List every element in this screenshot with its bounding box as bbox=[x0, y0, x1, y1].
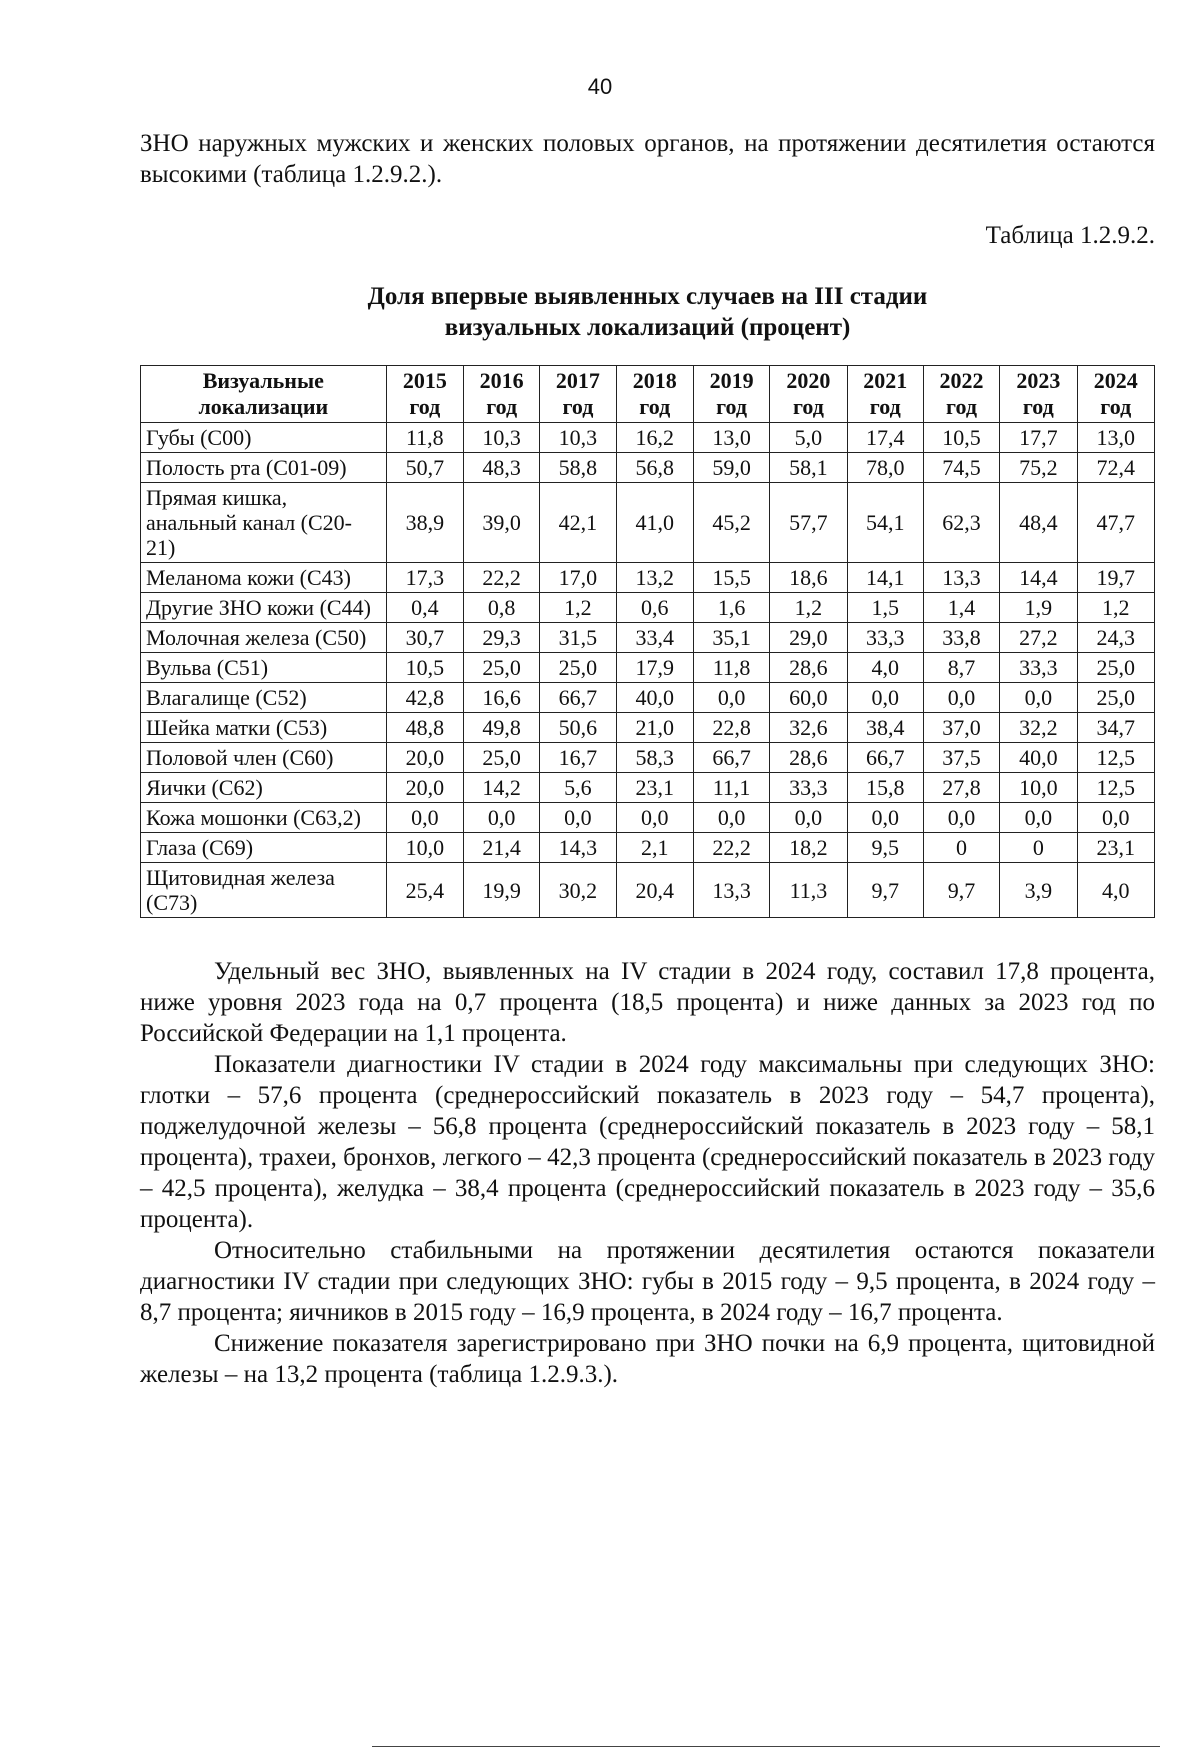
row-value: 42,1 bbox=[540, 483, 616, 563]
row-value: 22,2 bbox=[693, 833, 769, 863]
row-value: 1,2 bbox=[770, 593, 847, 623]
header-year-number: 2018 bbox=[632, 368, 677, 393]
table-row bbox=[141, 563, 1155, 593]
row-value: 38,4 bbox=[847, 713, 923, 743]
row-value: 54,1 bbox=[847, 483, 923, 563]
row-value: 19,9 bbox=[464, 863, 540, 918]
table-row bbox=[141, 833, 1155, 863]
row-value: 14,3 bbox=[540, 833, 616, 863]
header-year-2021 bbox=[847, 366, 923, 423]
row-value: 30,7 bbox=[386, 623, 463, 653]
row-localization: Меланома кожи (С43) bbox=[141, 563, 387, 593]
row-value: 16,6 bbox=[464, 683, 540, 713]
row-value: 78,0 bbox=[847, 453, 923, 483]
row-localization: Шейка матки (С53) bbox=[141, 713, 387, 743]
intro-paragraph: ЗНО наружных мужских и женских половых органов, на протяжении десятилетия остаются высокими (таблица 1.2.9.2.). bbox=[140, 130, 1155, 188]
header-year-number: 2023 bbox=[1016, 368, 1061, 393]
row-value: 1,6 bbox=[693, 593, 769, 623]
row-value: 1,4 bbox=[923, 593, 999, 623]
row-value: 33,8 bbox=[923, 623, 999, 653]
row-value: 0,0 bbox=[616, 803, 693, 833]
row-value: 13,2 bbox=[616, 563, 693, 593]
row-value: 10,3 bbox=[540, 423, 616, 453]
header-year-suffix: год bbox=[946, 394, 977, 419]
row-value: 13,3 bbox=[693, 863, 769, 918]
row-value: 33,3 bbox=[1000, 653, 1077, 683]
header-year-suffix: год bbox=[486, 394, 518, 419]
row-value: 28,6 bbox=[770, 743, 847, 773]
row-value: 0,4 bbox=[386, 593, 463, 623]
row-localization: Прямая кишка, анальный канал (С20-21) bbox=[141, 483, 387, 563]
row-localization: Полость рта (С01-09) bbox=[141, 453, 387, 483]
row-value: 29,0 bbox=[770, 623, 847, 653]
row-value: 14,2 bbox=[464, 773, 540, 803]
row-value: 1,5 bbox=[847, 593, 923, 623]
row-value: 42,8 bbox=[386, 683, 463, 713]
row-value: 1,9 bbox=[1000, 593, 1077, 623]
header-year-2017 bbox=[540, 366, 616, 423]
header-year-number: 2021 bbox=[863, 368, 908, 393]
header-year-suffix: год bbox=[562, 394, 594, 419]
row-value: 11,8 bbox=[386, 423, 463, 453]
header-year-suffix: год bbox=[1100, 394, 1132, 419]
row-value: 17,7 bbox=[1000, 423, 1077, 453]
row-value: 25,0 bbox=[540, 653, 616, 683]
header-year-suffix: год bbox=[639, 394, 671, 419]
row-value: 10,3 bbox=[464, 423, 540, 453]
row-value: 11,1 bbox=[693, 773, 769, 803]
row-value: 58,8 bbox=[540, 453, 616, 483]
row-localization: Вульва (С51) bbox=[141, 653, 387, 683]
paragraph-stage-four-share: Удельный вес ЗНО, выявленных на IV стадии в 2024 году, составил 17,8 процента, ниже уровня 2023 года на 0,7 процента (18,5 процента) и ниже данных за 2023 год по Российской Федерации на 1,1 процента. bbox=[140, 958, 1155, 1047]
table-body bbox=[141, 423, 1155, 918]
header-localization bbox=[141, 366, 387, 423]
row-value: 33,3 bbox=[770, 773, 847, 803]
row-value: 0,0 bbox=[847, 683, 923, 713]
row-value: 17,4 bbox=[847, 423, 923, 453]
row-localization: Половой член (С60) bbox=[141, 743, 387, 773]
row-value: 1,2 bbox=[540, 593, 616, 623]
table-row bbox=[141, 483, 1155, 563]
table-row bbox=[141, 743, 1155, 773]
row-value: 59,0 bbox=[693, 453, 769, 483]
row-value: 9,5 bbox=[847, 833, 923, 863]
row-value: 10,0 bbox=[1000, 773, 1077, 803]
row-value: 17,0 bbox=[540, 563, 616, 593]
header-year-2024 bbox=[1077, 366, 1154, 423]
table-title-line-2: визуальных локализаций (процент) bbox=[444, 314, 851, 341]
paragraph-decrease: Снижение показателя зарегистрировано при ЗНО почки на 6,9 процента, щитовидной железы – на 13,2 процента (таблица 1.2.9.3.). bbox=[140, 1330, 1155, 1388]
row-value: 39,0 bbox=[464, 483, 540, 563]
paragraph-stable-indicators: Относительно стабильными на протяжении десятилетия остаются показатели диагностики IV стадии при следующих ЗНО: губы в 2015 году – 9,5 процента, в 2024 году – 8,7 процента; яичников в 2015 году – 16,9 процента, в 2024 году – 16,7 процента. bbox=[140, 1237, 1155, 1326]
row-value: 21,0 bbox=[616, 713, 693, 743]
row-value: 60,0 bbox=[770, 683, 847, 713]
header-year-number: 2020 bbox=[786, 368, 831, 393]
row-value: 49,8 bbox=[464, 713, 540, 743]
header-year-2016 bbox=[464, 366, 540, 423]
table-row bbox=[141, 453, 1155, 483]
row-value: 9,7 bbox=[847, 863, 923, 918]
table-row bbox=[141, 593, 1155, 623]
row-value: 25,0 bbox=[1077, 683, 1154, 713]
table-row bbox=[141, 623, 1155, 653]
row-value: 8,7 bbox=[923, 653, 999, 683]
row-value: 14,1 bbox=[847, 563, 923, 593]
row-value: 11,3 bbox=[770, 863, 847, 918]
row-value: 72,4 bbox=[1077, 453, 1154, 483]
header-year-number: 2019 bbox=[709, 368, 754, 393]
row-localization: Щитовидная железа (С73) bbox=[141, 863, 387, 918]
row-value: 40,0 bbox=[616, 683, 693, 713]
row-localization: Кожа мошонки (С63,2) bbox=[141, 803, 387, 833]
row-value: 0,0 bbox=[464, 803, 540, 833]
body-text bbox=[140, 956, 1155, 1390]
header-year-number: 2022 bbox=[939, 368, 984, 393]
header-year-2015 bbox=[386, 366, 463, 423]
table-row bbox=[141, 683, 1155, 713]
row-value: 0,0 bbox=[386, 803, 463, 833]
row-value: 35,1 bbox=[693, 623, 769, 653]
page-content bbox=[140, 128, 1155, 1390]
table-row bbox=[141, 653, 1155, 683]
row-value: 15,8 bbox=[847, 773, 923, 803]
row-value: 30,2 bbox=[540, 863, 616, 918]
row-value: 29,3 bbox=[464, 623, 540, 653]
header-year-2018 bbox=[616, 366, 693, 423]
row-value: 0,0 bbox=[923, 803, 999, 833]
row-value: 10,5 bbox=[923, 423, 999, 453]
table-row bbox=[141, 773, 1155, 803]
row-value: 10,0 bbox=[386, 833, 463, 863]
row-value: 62,3 bbox=[923, 483, 999, 563]
row-value: 37,5 bbox=[923, 743, 999, 773]
row-value: 33,4 bbox=[616, 623, 693, 653]
header-year-number: 2024 bbox=[1093, 368, 1138, 393]
row-value: 5,6 bbox=[540, 773, 616, 803]
row-value: 24,3 bbox=[1077, 623, 1154, 653]
row-value: 32,2 bbox=[1000, 713, 1077, 743]
row-localization: Глаза (С69) bbox=[141, 833, 387, 863]
table-row bbox=[141, 423, 1155, 453]
header-year-number: 2015 bbox=[402, 368, 447, 393]
row-value: 13,0 bbox=[1077, 423, 1154, 453]
header-year-suffix: год bbox=[409, 394, 441, 419]
row-value: 12,5 bbox=[1077, 773, 1154, 803]
row-value: 22,2 bbox=[464, 563, 540, 593]
row-value: 25,4 bbox=[386, 863, 463, 918]
row-value: 13,3 bbox=[923, 563, 999, 593]
row-value: 0,0 bbox=[923, 683, 999, 713]
page-number: 40 bbox=[587, 74, 613, 99]
row-value: 13,0 bbox=[693, 423, 769, 453]
header-localization-line-1: Визуальные bbox=[202, 368, 324, 393]
row-value: 40,0 bbox=[1000, 743, 1077, 773]
table-row bbox=[141, 863, 1155, 918]
header-year-number: 2017 bbox=[555, 368, 600, 393]
row-value: 17,3 bbox=[386, 563, 463, 593]
row-value: 10,5 bbox=[386, 653, 463, 683]
header-year-suffix: год bbox=[869, 394, 901, 419]
row-value: 27,8 bbox=[923, 773, 999, 803]
table-caption: Таблица 1.2.9.2. bbox=[985, 222, 1155, 249]
table-title-line-1: Доля впервые выявленных случаев на III стадии bbox=[367, 283, 928, 310]
row-value: 75,2 bbox=[1000, 453, 1077, 483]
row-localization: Яички (С62) bbox=[141, 773, 387, 803]
row-value: 34,7 bbox=[1077, 713, 1154, 743]
row-value: 3,9 bbox=[1000, 863, 1077, 918]
row-value: 0,0 bbox=[1077, 803, 1154, 833]
row-value: 33,3 bbox=[847, 623, 923, 653]
row-value: 27,2 bbox=[1000, 623, 1077, 653]
row-value: 1,2 bbox=[1077, 593, 1154, 623]
row-value: 18,6 bbox=[770, 563, 847, 593]
row-value: 50,7 bbox=[386, 453, 463, 483]
row-localization: Молочная железа (С50) bbox=[141, 623, 387, 653]
row-value: 66,7 bbox=[847, 743, 923, 773]
row-value: 23,1 bbox=[1077, 833, 1154, 863]
row-value: 0,6 bbox=[616, 593, 693, 623]
row-value: 21,4 bbox=[464, 833, 540, 863]
header-localization-line-2: локализации bbox=[198, 394, 329, 419]
row-value: 12,5 bbox=[1077, 743, 1154, 773]
row-value: 48,4 bbox=[1000, 483, 1077, 563]
row-value: 20,4 bbox=[616, 863, 693, 918]
row-value: 56,8 bbox=[616, 453, 693, 483]
row-value: 4,0 bbox=[847, 653, 923, 683]
row-value: 0 bbox=[1000, 833, 1077, 863]
table-row bbox=[141, 713, 1155, 743]
row-value: 22,8 bbox=[693, 713, 769, 743]
row-value: 0,0 bbox=[1000, 803, 1077, 833]
row-value: 48,3 bbox=[464, 453, 540, 483]
row-value: 9,7 bbox=[923, 863, 999, 918]
table-header-row bbox=[141, 366, 1155, 423]
row-value: 0,0 bbox=[693, 683, 769, 713]
row-value: 25,0 bbox=[1077, 653, 1154, 683]
row-value: 58,3 bbox=[616, 743, 693, 773]
table-title bbox=[140, 281, 1155, 343]
row-value: 58,1 bbox=[770, 453, 847, 483]
row-value: 16,7 bbox=[540, 743, 616, 773]
row-value: 0,0 bbox=[1000, 683, 1077, 713]
row-value: 0,0 bbox=[540, 803, 616, 833]
row-value: 0,8 bbox=[464, 593, 540, 623]
header-year-2023 bbox=[1000, 366, 1077, 423]
header-year-suffix: год bbox=[716, 394, 748, 419]
row-value: 23,1 bbox=[616, 773, 693, 803]
row-value: 37,0 bbox=[923, 713, 999, 743]
row-value: 47,7 bbox=[1077, 483, 1154, 563]
header-year-number: 2016 bbox=[479, 368, 524, 393]
row-value: 20,0 bbox=[386, 773, 463, 803]
row-value: 17,9 bbox=[616, 653, 693, 683]
row-value: 31,5 bbox=[540, 623, 616, 653]
stage-three-share-table bbox=[140, 365, 1155, 918]
row-value: 66,7 bbox=[540, 683, 616, 713]
row-value: 0,0 bbox=[770, 803, 847, 833]
header-year-2022 bbox=[923, 366, 999, 423]
row-value: 25,0 bbox=[464, 653, 540, 683]
row-value: 20,0 bbox=[386, 743, 463, 773]
header-year-suffix: год bbox=[1022, 394, 1054, 419]
row-value: 66,7 bbox=[693, 743, 769, 773]
row-value: 57,7 bbox=[770, 483, 847, 563]
bottom-rule bbox=[372, 1746, 1160, 1747]
row-value: 19,7 bbox=[1077, 563, 1154, 593]
row-value: 25,0 bbox=[464, 743, 540, 773]
row-value: 2,1 bbox=[616, 833, 693, 863]
row-value: 38,9 bbox=[386, 483, 463, 563]
row-value: 28,6 bbox=[770, 653, 847, 683]
row-value: 74,5 bbox=[923, 453, 999, 483]
row-value: 5,0 bbox=[770, 423, 847, 453]
row-value: 0,0 bbox=[693, 803, 769, 833]
row-value: 16,2 bbox=[616, 423, 693, 453]
header-year-2020 bbox=[770, 366, 847, 423]
row-localization: Губы (С00) bbox=[141, 423, 387, 453]
row-value: 41,0 bbox=[616, 483, 693, 563]
row-value: 50,6 bbox=[540, 713, 616, 743]
row-value: 32,6 bbox=[770, 713, 847, 743]
row-value: 0,0 bbox=[847, 803, 923, 833]
row-value: 48,8 bbox=[386, 713, 463, 743]
row-value: 15,5 bbox=[693, 563, 769, 593]
header-year-2019 bbox=[693, 366, 769, 423]
row-localization: Влагалище (С52) bbox=[141, 683, 387, 713]
row-value: 11,8 bbox=[693, 653, 769, 683]
paragraph-stage-four-maximum: Показатели диагностики IV стадии в 2024 году максимальны при следующих ЗНО: глотки – 57,6 процента (среднероссийский показатель в 2023 году – 54,7 процента), поджелудочной железы – 56,8 процента (среднероссийский показатель в 2023 году – 58,1 процента), трахеи, бронхов, легкого – 42,3 процента (среднероссийский показатель в 2023 году – 42,5 процента), желудка – 38,4 процента (среднероссийский показатель в 2023 году – 35,6 процента). bbox=[140, 1051, 1155, 1233]
row-value: 18,2 bbox=[770, 833, 847, 863]
row-localization: Другие ЗНО кожи (С44) bbox=[141, 593, 387, 623]
row-value: 4,0 bbox=[1077, 863, 1154, 918]
table-row bbox=[141, 803, 1155, 833]
row-value: 45,2 bbox=[693, 483, 769, 563]
row-value: 0 bbox=[923, 833, 999, 863]
row-value: 14,4 bbox=[1000, 563, 1077, 593]
header-year-suffix: год bbox=[792, 394, 824, 419]
